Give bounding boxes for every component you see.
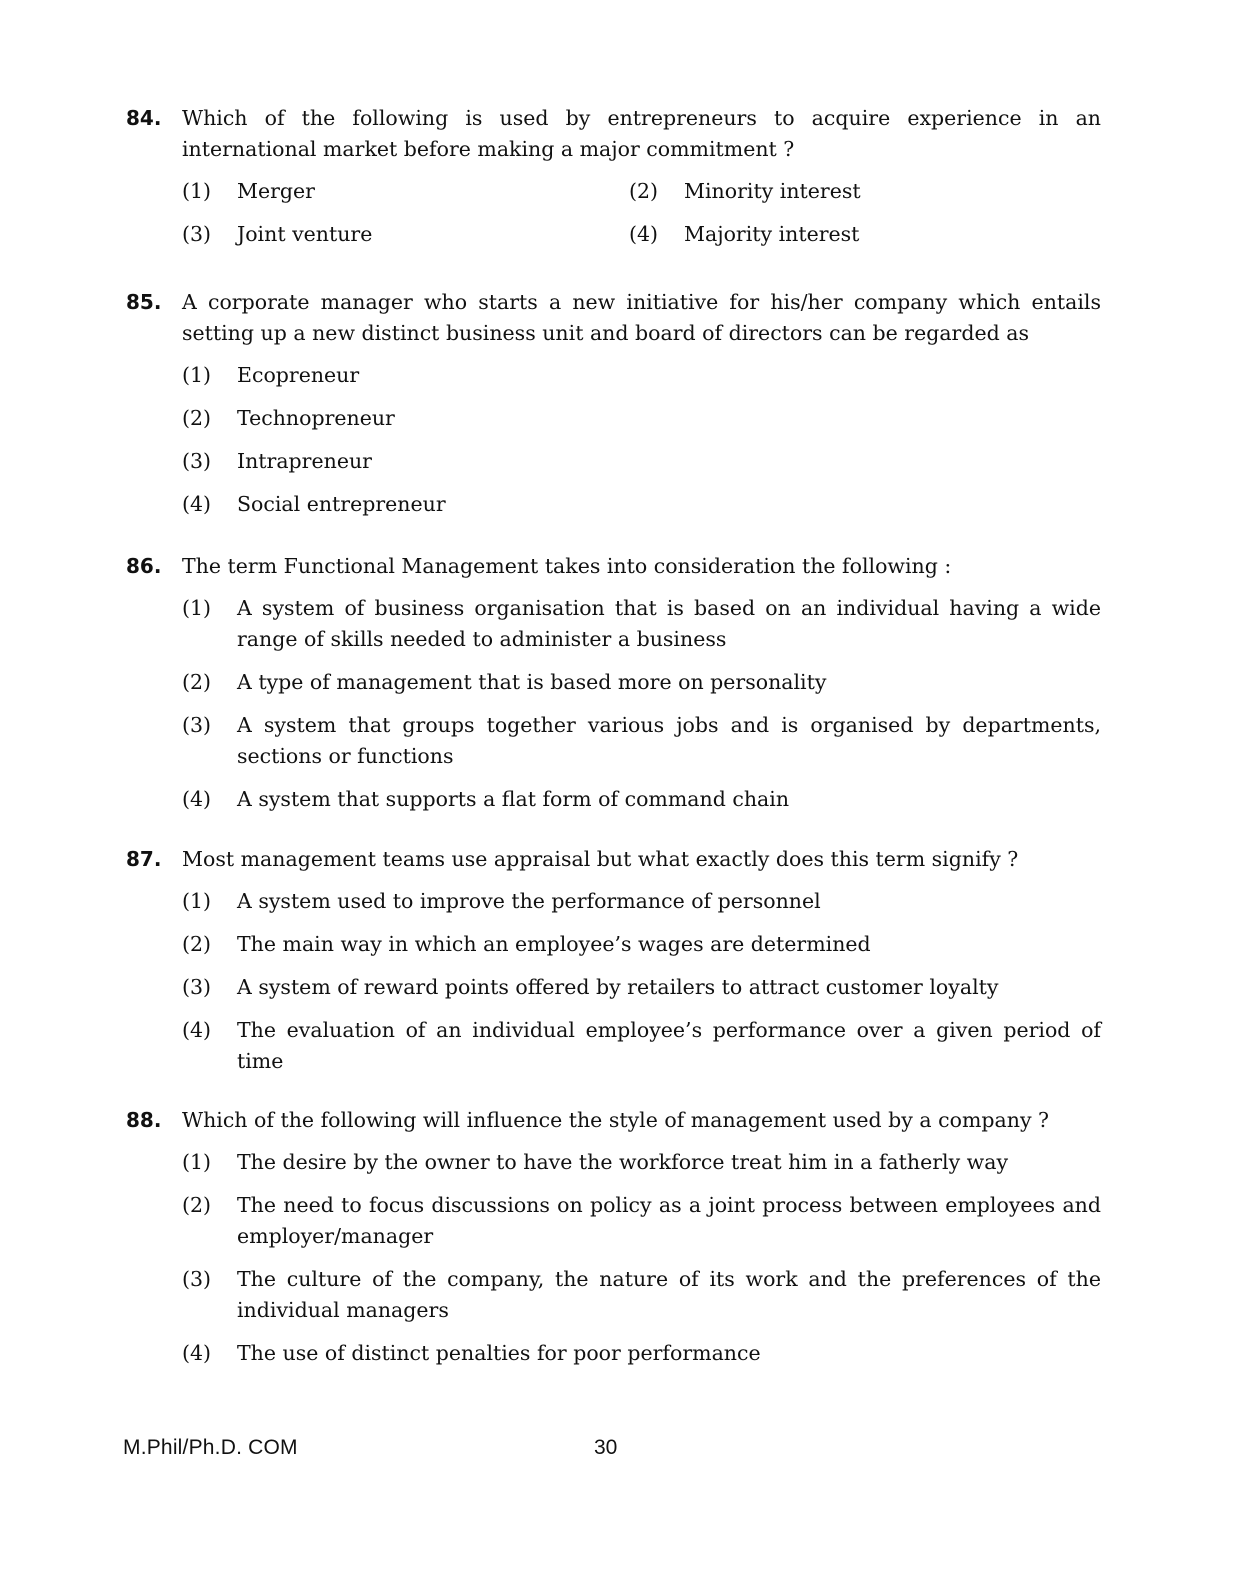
question-86	[126, 551, 1101, 815]
option-4	[182, 784, 1101, 815]
option-number: (4)	[182, 787, 212, 811]
option-text: Majority interest	[684, 222, 860, 246]
option-number: (4)	[182, 492, 212, 516]
question-87	[126, 844, 1101, 1077]
page-number: 30	[594, 1436, 618, 1459]
option-list	[182, 176, 1101, 250]
option-text: Technopreneur	[237, 406, 395, 430]
option-text: The desire by the owner to have the workforce treat him in a fatherly way	[237, 1150, 1009, 1174]
option-1	[182, 360, 1101, 391]
option-text: A system that groups together various jobs and is organised by departments, sections or functions	[237, 713, 1101, 768]
question-text: Which of the following is used by entrepreneurs to acquire experience in an international market before making a major commitment ?	[182, 106, 1101, 161]
option-4	[182, 1015, 1101, 1077]
option-number: (1)	[182, 596, 212, 620]
option-list	[182, 360, 1101, 520]
option-list	[182, 1147, 1101, 1369]
option-text: Social entrepreneur	[237, 492, 446, 516]
option-number: (4)	[182, 1018, 212, 1042]
option-2	[629, 176, 1101, 207]
option-4	[629, 219, 1101, 250]
option-1	[182, 886, 1101, 917]
option-number: (1)	[182, 363, 212, 387]
option-number: (3)	[182, 1267, 212, 1291]
option-text: A system that supports a flat form of command chain	[237, 787, 790, 811]
option-list	[182, 886, 1101, 1077]
option-number: (2)	[182, 670, 212, 694]
question-number: 84.	[126, 106, 162, 130]
option-text: Merger	[237, 179, 315, 203]
option-text: The culture of the company, the nature of its work and the preferences of the individual managers	[237, 1267, 1101, 1322]
option-4	[182, 489, 1101, 520]
question-84	[126, 103, 1101, 250]
option-3	[182, 1264, 1101, 1326]
question-text: Which of the following will influence the style of management used by a company ?	[182, 1108, 1050, 1132]
option-number: (3)	[182, 449, 212, 473]
option-text: Minority interest	[684, 179, 861, 203]
question-number: 87.	[126, 847, 162, 871]
question-number: 86.	[126, 554, 162, 578]
question-text: The term Functional Management takes into consideration the following :	[182, 554, 952, 578]
option-2	[182, 403, 1101, 434]
option-number: (1)	[182, 179, 212, 203]
question-text: A corporate manager who starts a new initiative for his/her company which entails setting up a new distinct business unit and board of directors can be regarded as	[182, 290, 1101, 345]
option-number: (3)	[182, 713, 212, 737]
option-text: A system of business organisation that is based on an individual having a wide range of skills needed to administer a business	[237, 596, 1101, 651]
option-number: (1)	[182, 889, 212, 913]
option-number: (2)	[182, 932, 212, 956]
option-number: (3)	[182, 975, 212, 999]
option-text: The evaluation of an individual employee’s performance over a given period of time	[237, 1018, 1101, 1073]
option-text: Joint venture	[237, 222, 373, 246]
exam-code: M.Phil/Ph.D. COM	[123, 1436, 298, 1459]
option-2	[182, 1190, 1101, 1252]
option-text: The main way in which an employee’s wages are determined	[237, 932, 871, 956]
option-text: A type of management that is based more on personality	[237, 670, 827, 694]
option-1	[182, 1147, 1101, 1178]
option-text: Ecopreneur	[237, 363, 360, 387]
option-4	[182, 1338, 1101, 1369]
option-text: A system of reward points offered by retailers to attract customer loyalty	[237, 975, 999, 999]
option-number: (3)	[182, 222, 212, 246]
option-2	[182, 929, 1101, 960]
question-85	[126, 287, 1101, 520]
option-text: The need to focus discussions on policy as a joint process between employees and employer/manager	[237, 1193, 1101, 1248]
option-text: The use of distinct penalties for poor performance	[237, 1341, 761, 1365]
option-2	[182, 667, 1101, 698]
option-3	[182, 710, 1101, 772]
option-text: A system used to improve the performance of personnel	[237, 889, 821, 913]
option-number: (4)	[629, 222, 659, 246]
option-number: (4)	[182, 1341, 212, 1365]
option-number: (2)	[629, 179, 659, 203]
option-list	[182, 593, 1101, 815]
question-text: Most management teams use appraisal but what exactly does this term signify ?	[182, 847, 1019, 871]
option-3	[182, 446, 1101, 477]
option-number: (1)	[182, 1150, 212, 1174]
question-88	[126, 1105, 1101, 1369]
option-text: Intrapreneur	[237, 449, 372, 473]
option-1	[182, 593, 1101, 655]
option-1	[182, 176, 629, 207]
question-number: 85.	[126, 290, 162, 314]
option-3	[182, 972, 1101, 1003]
option-number: (2)	[182, 406, 212, 430]
option-number: (2)	[182, 1193, 212, 1217]
option-3	[182, 219, 629, 250]
question-number: 88.	[126, 1108, 162, 1132]
